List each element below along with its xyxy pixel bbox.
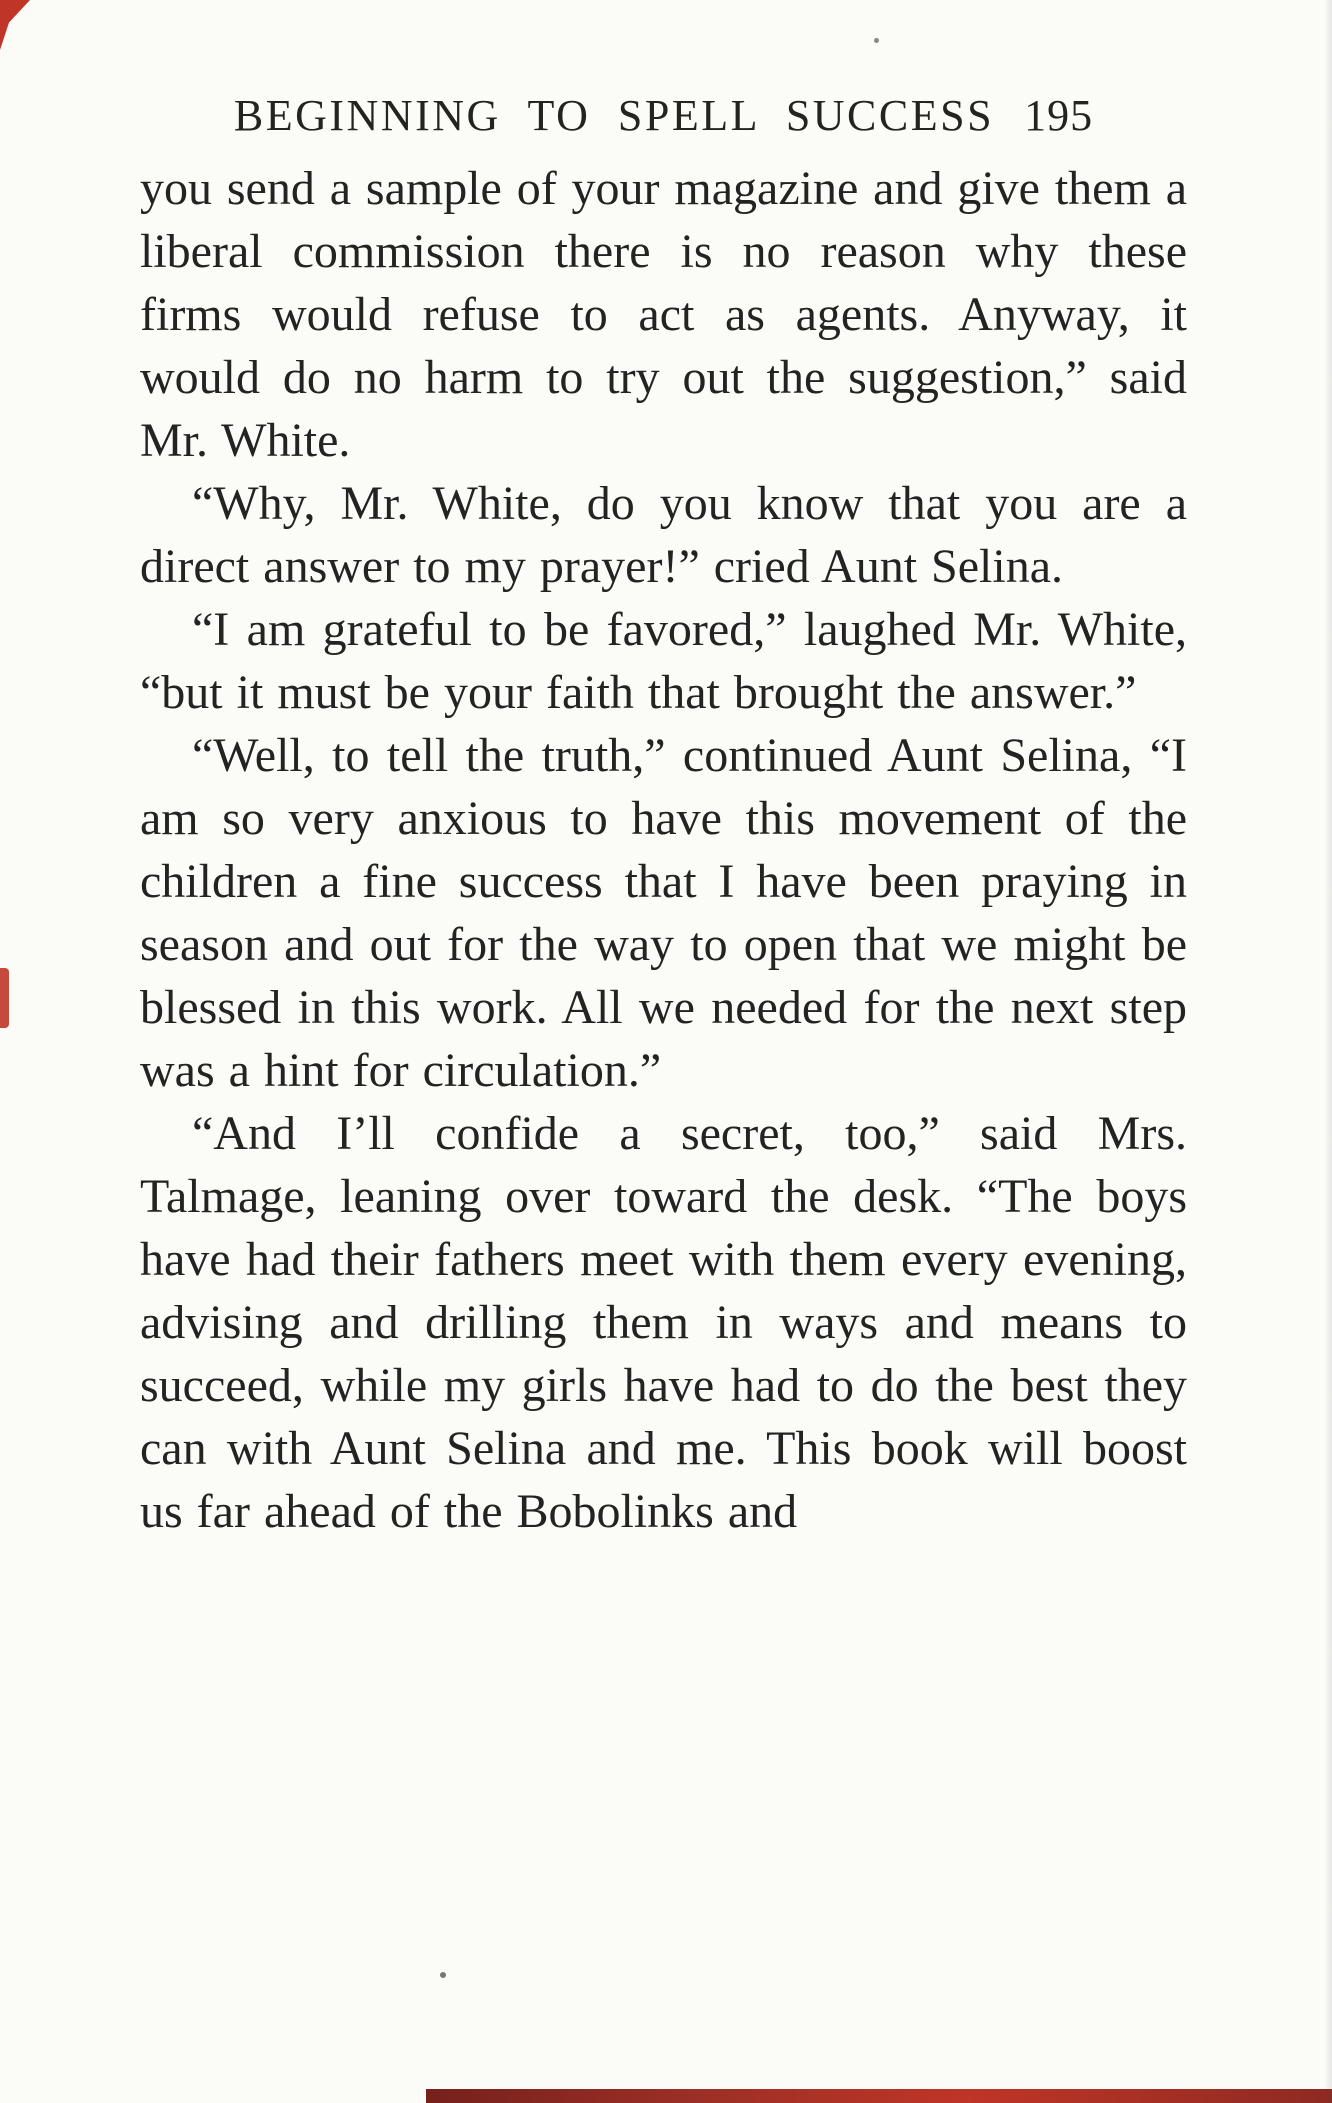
- body-text: [140, 157, 1187, 1543]
- scan-speck: [874, 38, 879, 43]
- scan-artifact-left-edge: [0, 968, 9, 1028]
- scan-edge-shade: [1324, 0, 1332, 2103]
- paragraph: “And I’ll confide a secret, too,” said Mrs. Talmage, leaning over toward the desk. “The boys have had their fathers meet with them every evening, advising and drilling them in ways and means to succeed, while my girls have had to do the best they can with Aunt Selina and me. This book will boost us far ahead of the Bobolinks and: [140, 1107, 1187, 1538]
- running-header: [140, 90, 1187, 141]
- chapter-title: BEGINNING TO SPELL SUCCESS: [233, 91, 995, 140]
- scan-artifact-top-left: [0, 0, 30, 50]
- scan-speck: [440, 1972, 446, 1978]
- scan-artifact-bottom-strip: [426, 2089, 1332, 2103]
- paragraph: “I am grateful to be favored,” laughed Mr. White, “but it must be your faith that brought the answer.”: [140, 603, 1187, 719]
- page-number: 195: [1024, 91, 1094, 140]
- paragraph: “Why, Mr. White, do you know that you are a direct answer to my prayer!” cried Aunt Selina.: [140, 477, 1187, 593]
- paragraph: you send a sample of your magazine and give them a liberal commission there is no reason why these firms would refuse to act as agents. Anyway, it would do no harm to try out the suggestion,” said Mr. White.: [140, 162, 1187, 467]
- paragraph: “Well, to tell the truth,” continued Aunt Selina, “I am so very anxious to have this movement of the children a fine success that I have been praying in season and out for the way to open that we might be blessed in this work. All we needed for the next step was a hint for circulation.”: [140, 729, 1187, 1097]
